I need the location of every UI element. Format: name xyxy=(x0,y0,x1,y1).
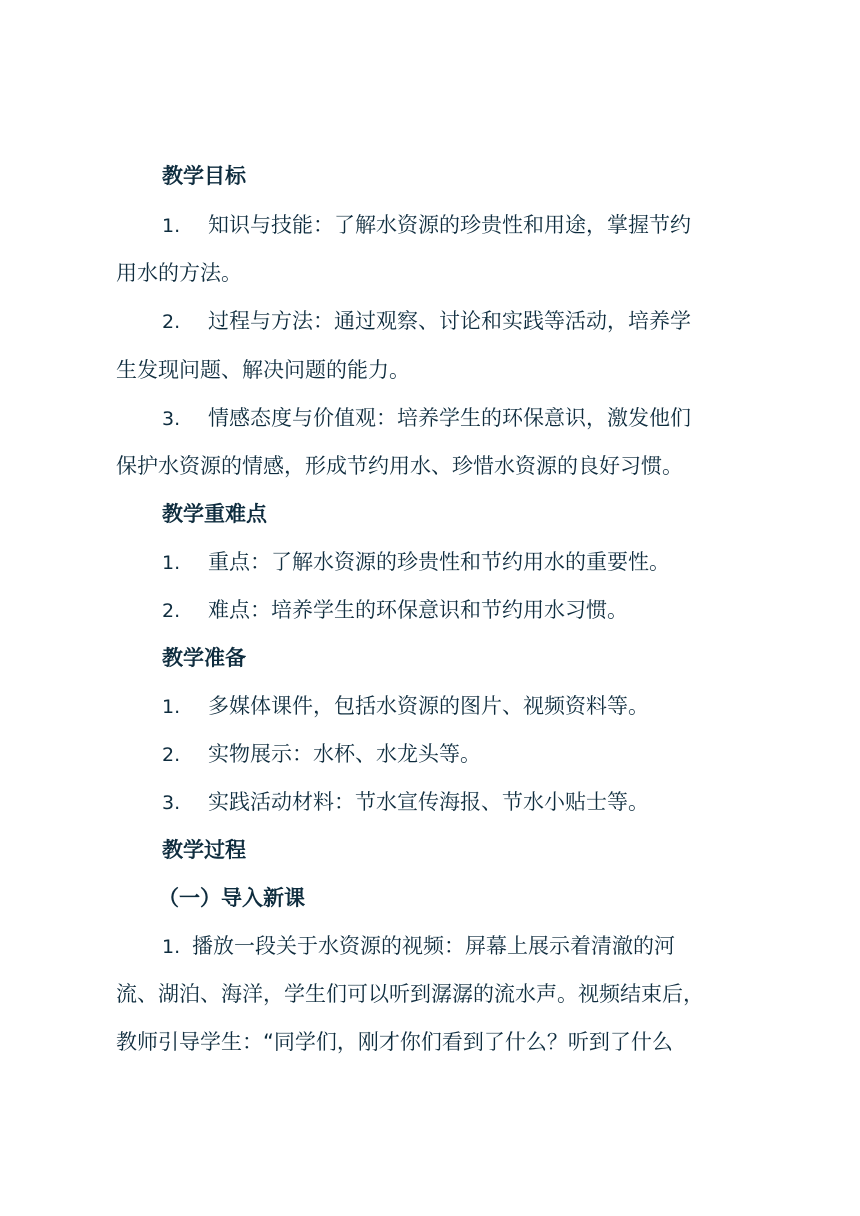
list-item-continuation: 保护水资源的情感，形成节约用水、珍惜水资源的良好习惯。 xyxy=(116,454,683,478)
list-number: 3. xyxy=(162,408,181,430)
list-text: 知识与技能：了解水资源的珍贵性和用途，掌握节约 xyxy=(208,213,691,237)
list-item xyxy=(162,692,649,721)
list-item xyxy=(162,788,649,817)
list-number: 3. xyxy=(162,792,181,814)
paragraph-line: 流、湖泊、海洋，学生们可以听到潺潺的流水声。视频结束后， xyxy=(116,982,704,1006)
list-text: 播放一段关于水资源的视频：屏幕上展示着清澈的河 xyxy=(192,934,675,958)
list-item xyxy=(162,404,691,433)
list-number: 2. xyxy=(162,600,181,622)
section-heading-goals: 教学目标 xyxy=(162,164,246,188)
list-text: 难点：培养学生的环保意识和节约用水习惯。 xyxy=(208,598,628,622)
list-item xyxy=(162,932,675,961)
list-text: 多媒体课件，包括水资源的图片、视频资料等。 xyxy=(208,694,649,718)
section-heading-process: 教学过程 xyxy=(162,838,246,862)
list-item-continuation: 用水的方法。 xyxy=(116,261,242,285)
list-item xyxy=(162,740,481,769)
list-number: 1. xyxy=(162,215,181,237)
list-number: 1. xyxy=(162,552,181,574)
list-number: 2. xyxy=(162,744,181,766)
paragraph-line: 教师引导学生：“同学们，刚才你们看到了什么？听到了什么 xyxy=(116,1030,673,1054)
list-item-continuation: 生发现问题、解决问题的能力。 xyxy=(116,358,410,382)
list-text: 重点：了解水资源的珍贵性和节约用水的重要性。 xyxy=(208,550,670,574)
list-number: 2. xyxy=(162,311,181,333)
list-number: 1. xyxy=(162,696,181,718)
list-text: 实践活动材料：节水宣传海报、节水小贴士等。 xyxy=(208,790,649,814)
list-text: 实物展示：水杯、水龙头等。 xyxy=(208,742,481,766)
list-item xyxy=(162,596,628,625)
list-item xyxy=(162,548,670,577)
section-heading-preparation: 教学准备 xyxy=(162,646,246,670)
list-text: 过程与方法：通过观察、讨论和实践等活动，培养学 xyxy=(208,309,691,333)
subsection-heading-intro: （一）导入新课 xyxy=(158,886,305,910)
list-number: 1. xyxy=(162,936,181,958)
list-item xyxy=(162,307,691,336)
list-item xyxy=(162,211,691,240)
section-heading-key-points: 教学重难点 xyxy=(162,502,267,526)
list-text: 情感态度与价值观：培养学生的环保意识，激发他们 xyxy=(208,406,691,430)
